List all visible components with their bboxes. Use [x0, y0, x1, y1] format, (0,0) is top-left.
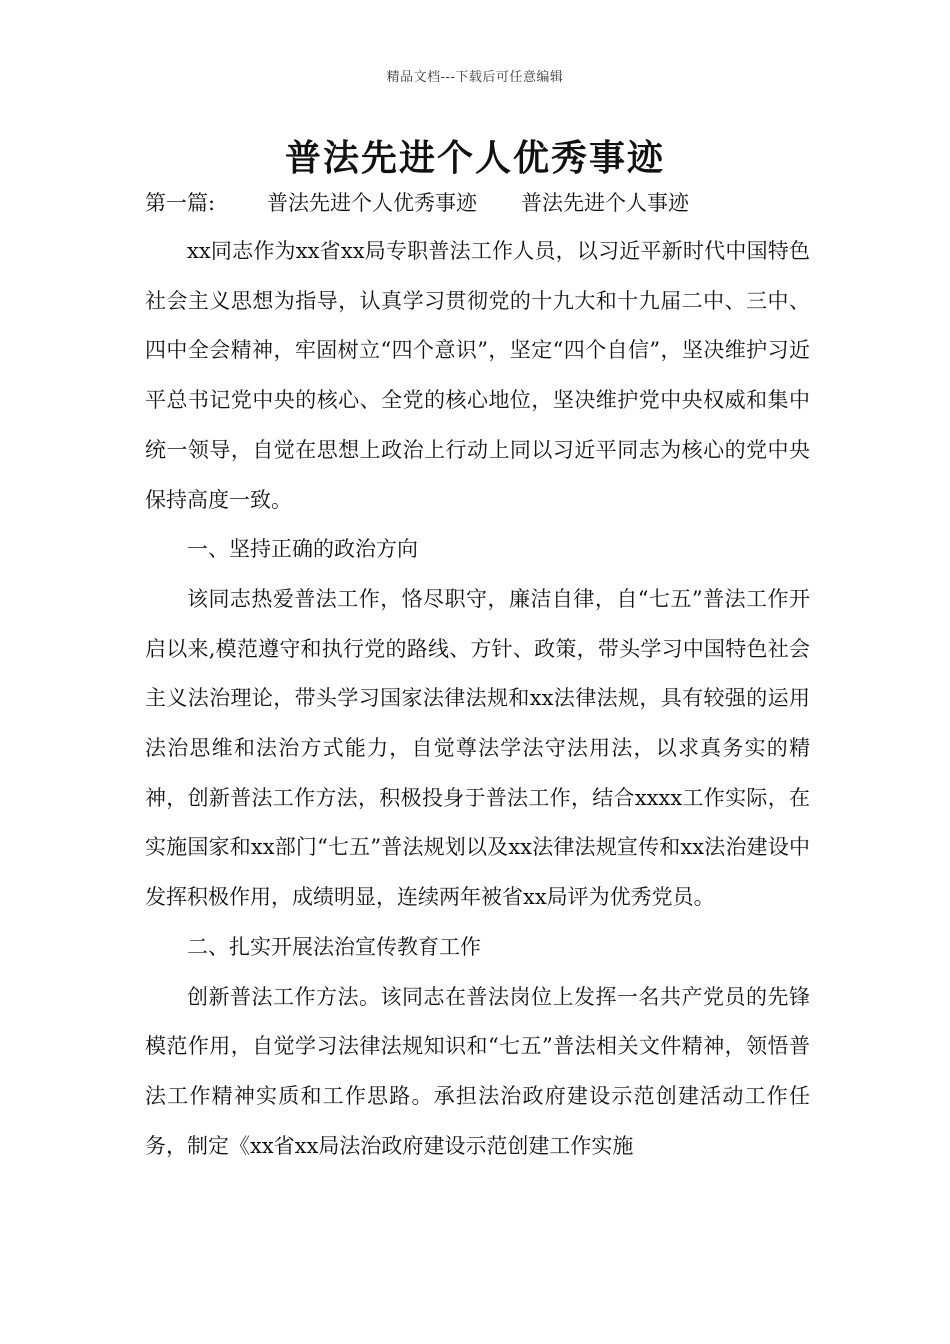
document-body — [145, 227, 810, 1171]
subtitle-part-a: 普法先进个人优秀事迹 — [267, 191, 477, 215]
paragraph-intro: xx同志作为xx省xx局专职普法工作人员，以习近平新时代中国特色社会主义思想为指导，认真学习贯彻党的十九大和十九届二中、三中、四中全会精神，牢固树立“四个意识”，坚定“四个自信”，坚决维护习近平总书记党中央的核心、全党的核心地位，坚决维护党中央权威和集中统一领导，自觉在思想上政治上行动上同以习近平同志为核心的党中央保持高度一致。 — [145, 239, 810, 512]
subtitle-label: 第一篇: — [145, 191, 216, 215]
document-title: 普法先进个人优秀事迹 — [284, 137, 665, 179]
subtitle-part-b: 普法先进个人事迹 — [521, 191, 689, 215]
section-heading-2: 二、扎实开展法治宣传教育工作 — [187, 934, 481, 959]
paragraph-section-1: 该同志热爱普法工作，恪尽职守，廉洁自律，自“七五”普法工作开启以来,模范遵守和执行党的路线、方针、政策，带头学习中国特色社会主义法治理论，带头学习国家法律法规和xx法律法规，具有较强的运用法治思维和法治方式能力，自觉尊法学法守法用法，以求真务实的精神，创新普法工作方法，积极投身于普法工作，结合xxxx工作实际，在实施国家和xx部门“七五”普法规划以及xx法律法规宣传和xx法治建设中发挥积极作用，成绩明显，连续两年被省xx局评为优秀党员。 — [145, 586, 810, 910]
header-note: 精品文档---下载后可任意编辑 — [386, 70, 564, 85]
paragraph-section-2: 创新普法工作方法。该同志在普法岗位上发挥一名共产党员的先锋模范作用，自觉学习法律法规知识和“七五”普法相关文件精神，领悟普法工作精神实质和工作思路。承担法治政府建设示范创建活动工作任务，制定《xx省xx局法治政府建设示范创建工作实施 — [145, 984, 810, 1158]
subtitle-line — [145, 187, 689, 217]
section-heading-1: 一、坚持正确的政治方向 — [187, 537, 418, 562]
